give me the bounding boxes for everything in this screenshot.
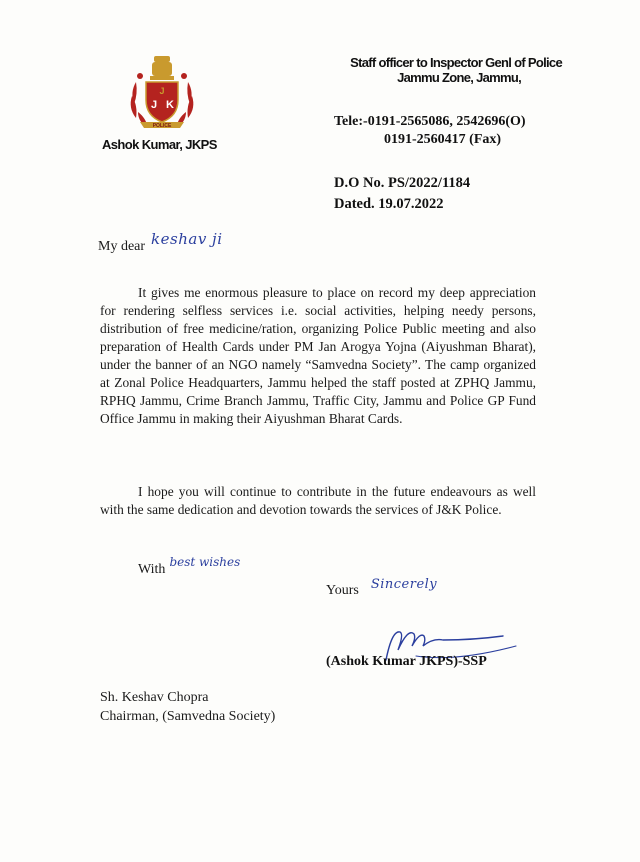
- emblem-letter-left: J: [150, 99, 158, 111]
- with-handwritten: best wishes: [169, 555, 241, 569]
- recipient-block: [100, 688, 275, 726]
- body-paragraph-2: [100, 483, 536, 519]
- closing-with: [138, 555, 241, 578]
- recipient-title: Chairman, (Samvedna Society): [100, 709, 276, 724]
- paragraph-2-text: I hope you will continue to contribute in the future endeavours as well with the same dedication and devotion towards the services of J&K Police.: [100, 484, 536, 517]
- letter-date: Dated. 19.07.2022: [334, 196, 444, 212]
- emblem-ribbon-text: POLICE: [152, 123, 172, 129]
- with-text: With: [138, 562, 166, 577]
- body-paragraph-1: [100, 284, 536, 428]
- paragraph-1-text: It gives me enormous pleasure to place on record my deep appreciation for rendering selfless services i.e. social activities, helping needy persons, distribution of free medicine/ration, organizing Police Public meeting and also preparation of Health Cards under PM Jan Arogya Yojna (Aiyushman Bharat), under the banner of an NGO namely “Samvedna Society”. The camp organized at Zonal Police Headquarters, Jammu helped the staff posted at ZPHQ Jammu, RPHQ Jammu, Crime Branch Jammu, Traffic City, Jammu and Police GP Fund Office Jammu in making their Aiyushman Bharat Cards.: [100, 285, 536, 426]
- salutation-handwritten: keshav ji: [151, 230, 223, 248]
- signatory-name: (Ashok Kumar JKPS)-SSP: [326, 654, 487, 669]
- jk-police-emblem-icon: [118, 52, 206, 140]
- closing-yours: [326, 577, 438, 599]
- recipient-name: Sh. Keshav Chopra: [100, 690, 209, 705]
- office-title: Staff officer to Inspector Genl of Police: [350, 55, 562, 70]
- office-zone: Jammu Zone, Jammu,: [397, 70, 522, 85]
- sender-name: Ashok Kumar, JKPS: [102, 137, 217, 152]
- salutation-text: My dear: [98, 239, 146, 254]
- fax-number: 0191-2560417 (Fax): [384, 132, 502, 147]
- yours-handwritten: Sincerely: [370, 577, 438, 592]
- yours-text: Yours: [326, 583, 359, 598]
- salutation: [98, 230, 223, 255]
- office-heading: [350, 55, 562, 85]
- emblem-letter-top: J: [159, 86, 165, 96]
- reference-block: [334, 173, 470, 215]
- contact-block: [334, 113, 526, 149]
- emblem-letter-right: K: [166, 99, 174, 111]
- telephone-numbers: Tele:-0191-2565086, 2542696(O): [334, 114, 526, 129]
- do-number: D.O No. PS/2022/1184: [334, 175, 471, 191]
